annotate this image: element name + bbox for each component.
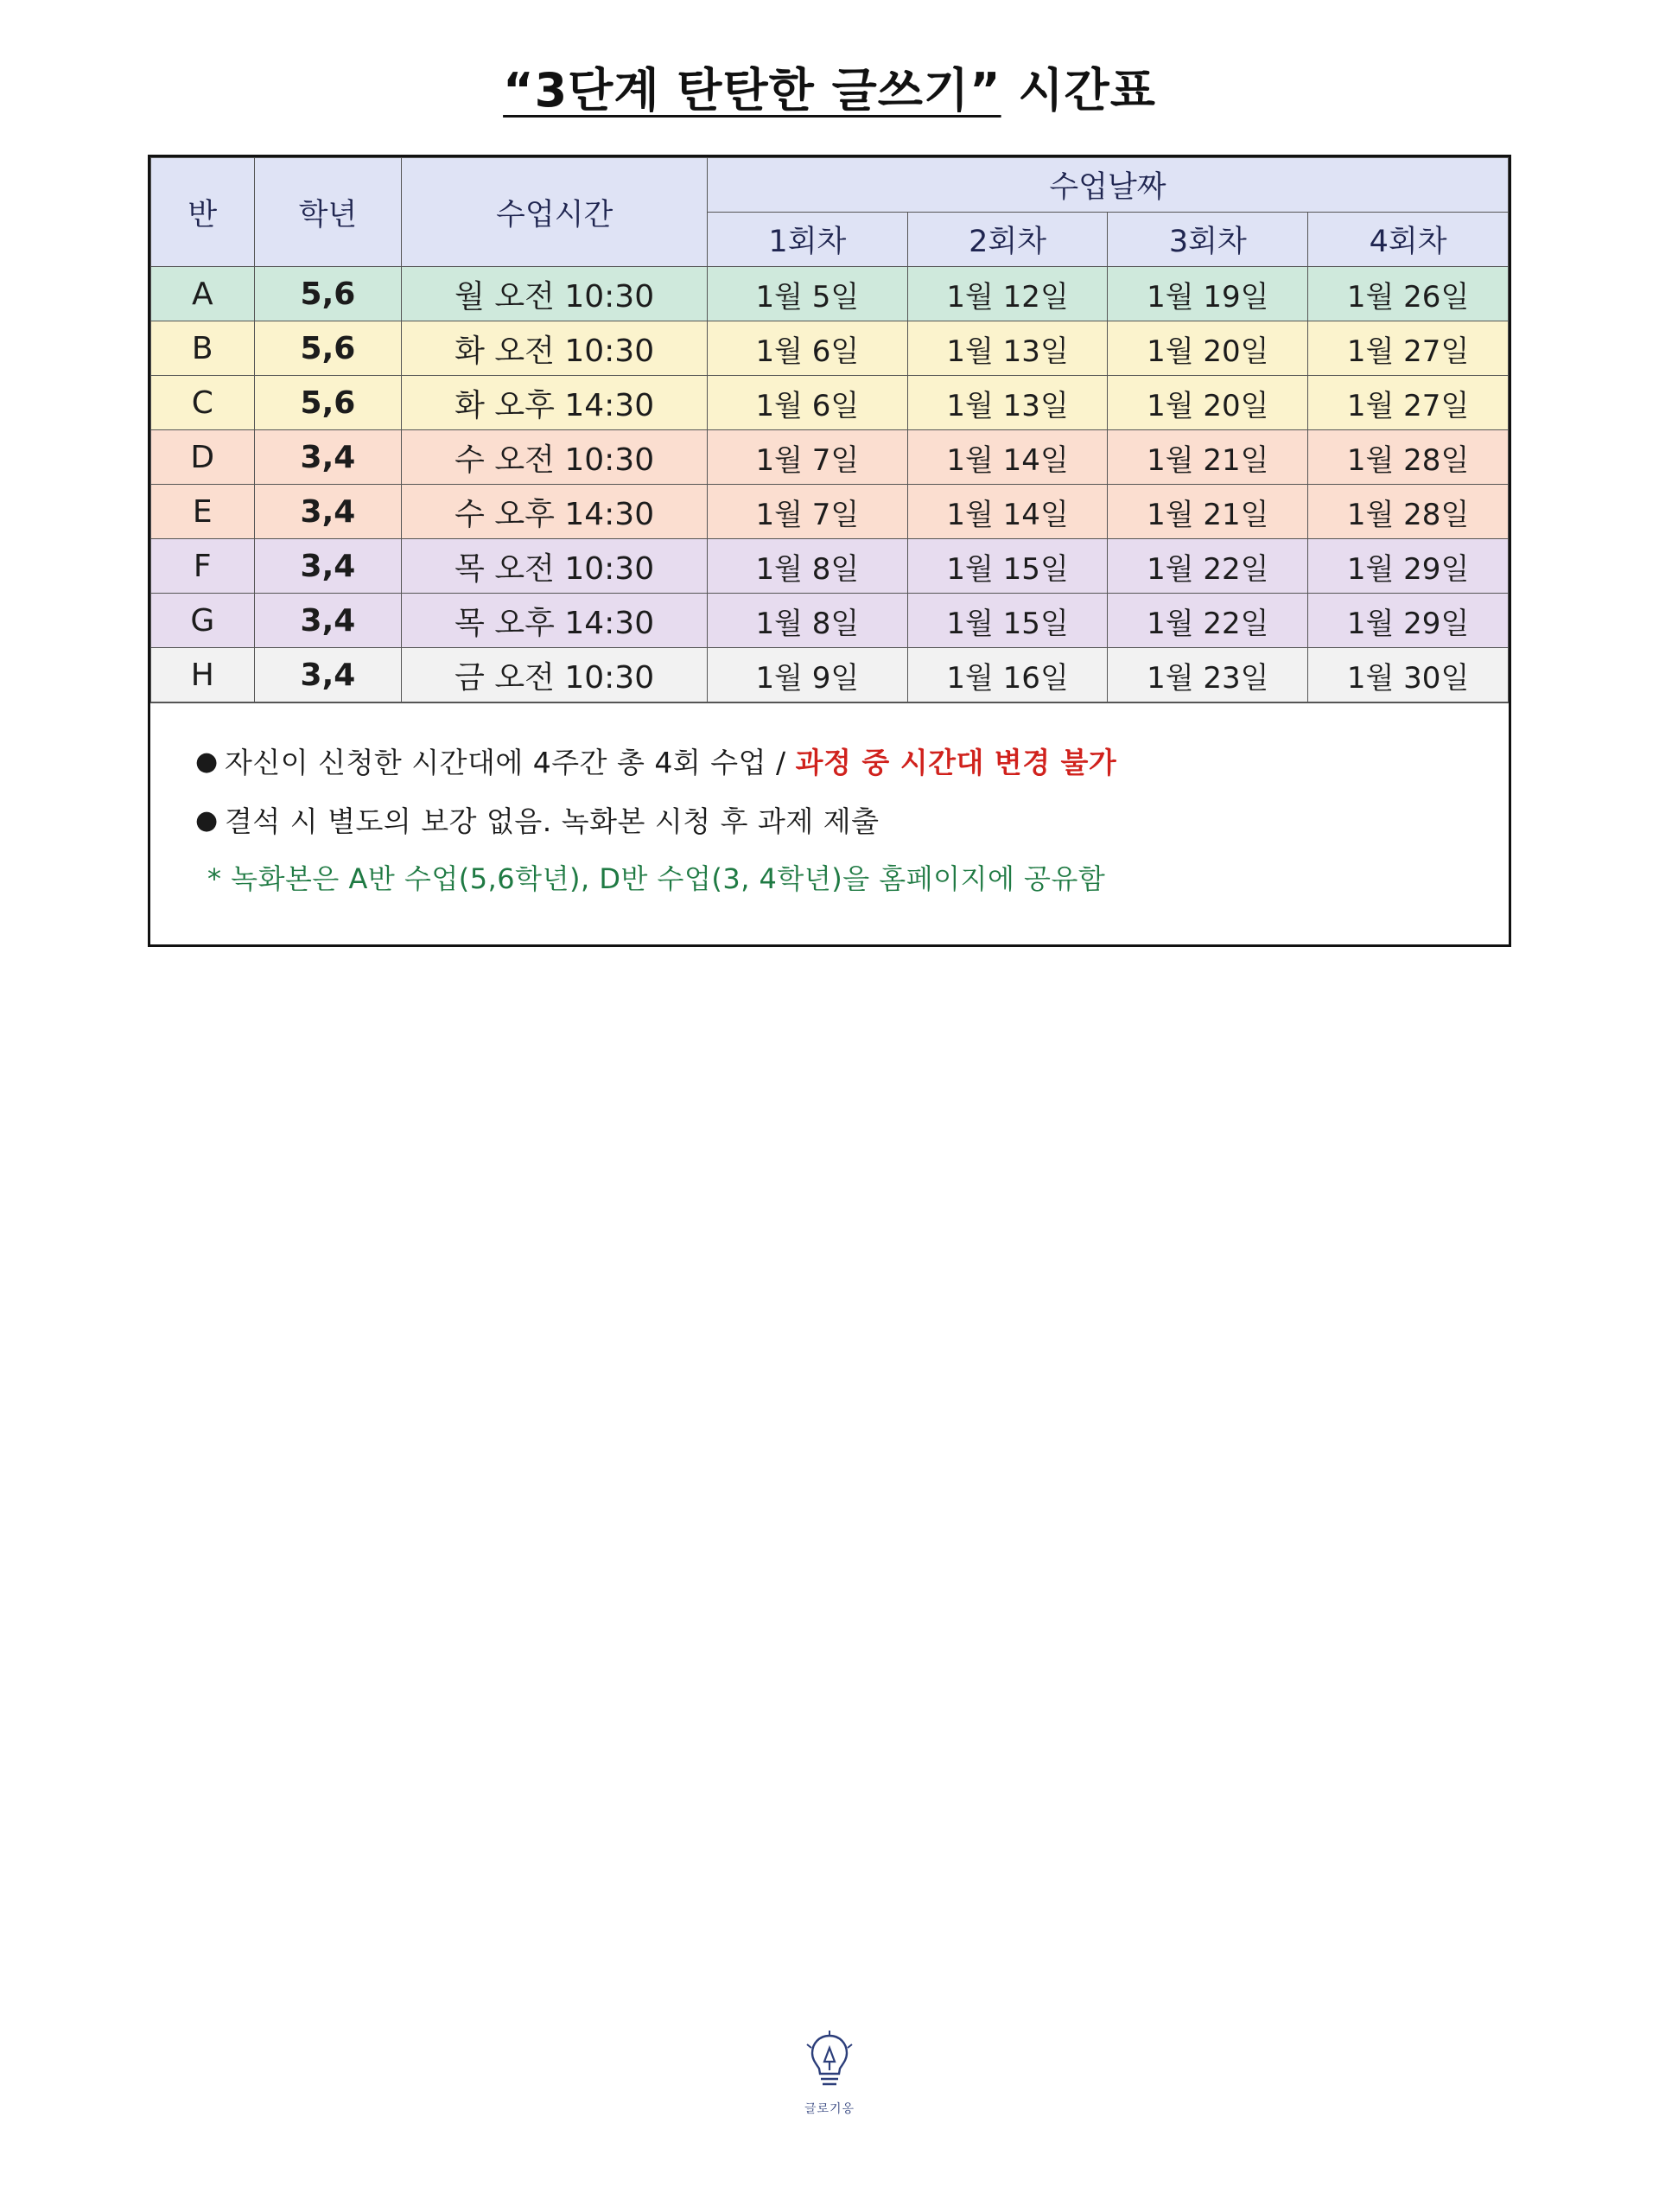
note-line-3 [195,858,1474,899]
cell-class-time: 화 오후 14:30 [402,376,708,430]
cell-session-date: 1월 14일 [907,485,1108,539]
cell-session-date: 1월 8일 [708,594,908,648]
cell-session-date: 1월 20일 [1108,376,1308,430]
note-3-text: * 녹화본은 A반 수업(5,6학년), D반 수업(3, 4학년)을 홈페이지에 공유함 [207,862,1106,895]
table-header [151,158,1509,267]
cell-session-date: 1월 28일 [1308,430,1509,485]
cell-session-date: 1월 27일 [1308,321,1509,376]
logo-label: 글로기옹 [804,2102,855,2116]
cell-class-time: 수 오후 14:30 [402,485,708,539]
cell-session-date: 1월 7일 [708,430,908,485]
table-row [151,594,1509,648]
bullet-icon: ● [195,804,219,836]
cell-session-date: 1월 27일 [1308,376,1509,430]
cell-session-date: 1월 29일 [1308,539,1509,594]
header-grade: 학년 [254,158,402,267]
cell-session-date: 1월 19일 [1108,267,1308,321]
cell-grade: 5,6 [254,321,402,376]
cell-session-date: 1월 22일 [1108,539,1308,594]
table-row [151,376,1509,430]
schedule-table [150,157,1509,702]
page-title [24,0,1635,155]
cell-session-date: 1월 23일 [1108,648,1308,702]
bullet-icon: ● [195,747,219,777]
note-1-text: 자신이 신청한 시간대에 4주간 총 4회 수업 / [225,746,796,779]
cell-grade: 3,4 [254,594,402,648]
cell-session-date: 1월 22일 [1108,594,1308,648]
header-ban: 반 [151,158,255,267]
header-session-1: 1회차 [708,213,908,267]
cell-class-name: E [151,485,255,539]
table-row [151,485,1509,539]
cell-session-date: 1월 28일 [1308,485,1509,539]
table-row [151,648,1509,702]
page-title-rest: 시간표 [1001,63,1156,118]
cell-session-date: 1월 6일 [708,321,908,376]
cell-class-name: B [151,321,255,376]
note-1-warning: 과정 중 시간대 변경 불가 [795,746,1117,779]
cell-grade: 3,4 [254,485,402,539]
cell-session-date: 1월 13일 [907,376,1108,430]
cell-session-date: 1월 20일 [1108,321,1308,376]
cell-session-date: 1월 5일 [708,267,908,321]
cell-class-time: 화 오전 10:30 [402,321,708,376]
notes-section [150,702,1509,944]
cell-session-date: 1월 12일 [907,267,1108,321]
cell-session-date: 1월 6일 [708,376,908,430]
note-2-text: 결석 시 별도의 보강 없음. 녹화본 시청 후 과제 제출 [225,804,880,838]
note-line-2 [195,800,1474,843]
lightbulb-pen-icon [798,2031,861,2098]
cell-session-date: 1월 16일 [907,648,1108,702]
cell-session-date: 1월 29일 [1308,594,1509,648]
header-time: 수업시간 [402,158,708,267]
cell-class-time: 수 오전 10:30 [402,430,708,485]
cell-session-date: 1월 21일 [1108,430,1308,485]
table-row [151,267,1509,321]
cell-grade: 3,4 [254,648,402,702]
cell-session-date: 1월 13일 [907,321,1108,376]
cell-class-time: 목 오후 14:30 [402,594,708,648]
header-session-4: 4회차 [1308,213,1509,267]
cell-class-time: 월 오전 10:30 [402,267,708,321]
cell-session-date: 1월 14일 [907,430,1108,485]
cell-grade: 3,4 [254,430,402,485]
cell-class-name: C [151,376,255,430]
cell-grade: 5,6 [254,376,402,430]
cell-session-date: 1월 15일 [907,539,1108,594]
cell-session-date: 1월 30일 [1308,648,1509,702]
cell-session-date: 1월 8일 [708,539,908,594]
cell-session-date: 1월 9일 [708,648,908,702]
cell-class-time: 금 오전 10:30 [402,648,708,702]
cell-session-date: 1월 7일 [708,485,908,539]
table-row [151,430,1509,485]
cell-class-name: D [151,430,255,485]
cell-grade: 5,6 [254,267,402,321]
footer-logo [0,2031,1659,2117]
cell-session-date: 1월 15일 [907,594,1108,648]
note-line-1 [195,741,1474,785]
header-session-3: 3회차 [1108,213,1308,267]
cell-class-name: F [151,539,255,594]
table-row [151,539,1509,594]
header-date-group: 수업날짜 [708,158,1509,213]
cell-session-date: 1월 26일 [1308,267,1509,321]
schedule-frame [148,155,1511,947]
table-row [151,321,1509,376]
header-session-2: 2회차 [907,213,1108,267]
table-body [151,267,1509,702]
cell-class-name: H [151,648,255,702]
page-title-quoted: “3단계 탄탄한 글쓰기” [503,63,1001,118]
cell-class-name: A [151,267,255,321]
cell-grade: 3,4 [254,539,402,594]
cell-class-time: 목 오전 10:30 [402,539,708,594]
cell-class-name: G [151,594,255,648]
cell-session-date: 1월 21일 [1108,485,1308,539]
